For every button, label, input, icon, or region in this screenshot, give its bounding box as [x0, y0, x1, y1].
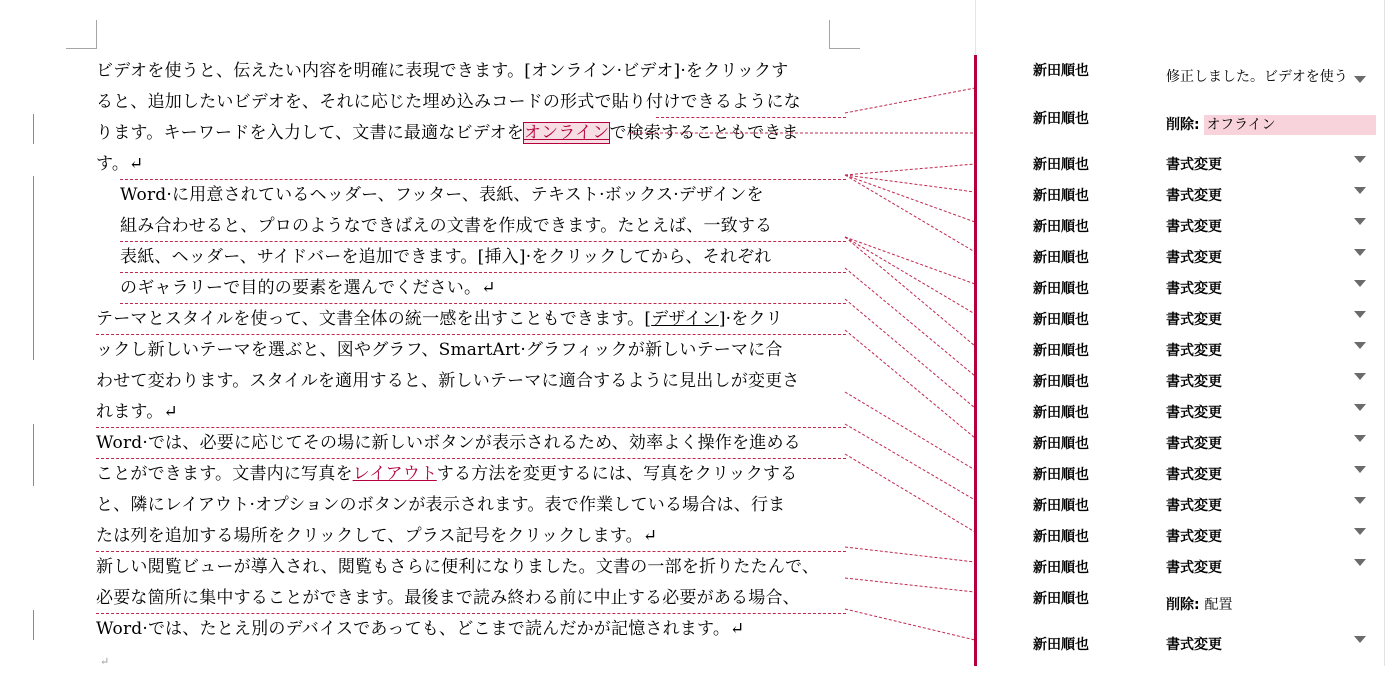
- text-line: テーマとスタイルを使って、文書全体の統一感を出すこともできます。[デザイン]·をクリ: [96, 304, 836, 335]
- text-line: ります。キーワードを入力して、文書に最適なビデオをオンラインで検索することもできま: [96, 123, 799, 143]
- text-line: す。↵: [96, 149, 836, 180]
- text-line: と、隣にレイアウト·オプションのボタンが表示されます。表で作業している場合は、行ま: [96, 495, 786, 515]
- balloon-item[interactable]: [976, 522, 1398, 553]
- text-line: Word·では、必要に応じてその場に新しいボタンが表示されるため、効率よく操作を進める: [96, 428, 836, 459]
- balloon-item[interactable]: [976, 305, 1398, 336]
- text-line: 表紙、ヘッダー、サイドバーを追加できます。[挿入]·をクリックしてから、それぞれ: [96, 242, 836, 273]
- chevron-down-icon[interactable]: [1354, 528, 1366, 535]
- balloon-item[interactable]: [976, 336, 1398, 367]
- chevron-down-icon[interactable]: [1354, 218, 1366, 225]
- balloon-item[interactable]: [976, 491, 1398, 522]
- balloon-format-label: 書式変更: [1166, 436, 1222, 452]
- balloon-item[interactable]: [976, 56, 1398, 87]
- text-line: わせて変わります。スタイルを適用すると、新しいテーマに適合するように見出しが変更さ: [96, 371, 800, 391]
- balloon-author: 新田順也: [1033, 219, 1089, 235]
- delete-label: 削除:: [1166, 597, 1200, 613]
- balloon-author: 新田順也: [1033, 529, 1089, 545]
- chevron-down-icon[interactable]: [1354, 435, 1366, 442]
- balloon-author: 新田順也: [1033, 312, 1089, 328]
- balloon-item[interactable]: [976, 274, 1398, 305]
- balloon-item[interactable]: [976, 367, 1398, 398]
- chevron-down-icon[interactable]: [1354, 187, 1366, 194]
- text-line: 必要な箇所に集中することができます。最後まで読み終わる前に中止する必要がある場合、: [96, 583, 836, 614]
- balloon-author: 新田順也: [1033, 560, 1089, 576]
- text-line: のギャラリーで目的の要素を選んでください。↵: [96, 273, 836, 304]
- balloon-author: 新田順也: [1033, 374, 1089, 390]
- text-line: たは列を追加する場所をクリックして、プラス記号をクリックします。↵: [96, 521, 836, 552]
- markup-pane-accent-bar: [974, 55, 977, 666]
- balloon-author: 新田順也: [1033, 343, 1089, 359]
- balloon-author: 新田順也: [1033, 188, 1089, 204]
- balloon-format-label: 書式変更: [1166, 157, 1222, 173]
- balloon-format-label: 書式変更: [1166, 529, 1222, 545]
- delete-label: 削除:: [1166, 117, 1200, 133]
- balloon-comment-text: 修正しました。ビデオを使う: [1166, 69, 1348, 85]
- balloon-delete-text: [1166, 594, 1232, 614]
- balloon-format-label: 書式変更: [1166, 188, 1222, 204]
- inserted-text[interactable]: オンライン: [523, 123, 610, 143]
- balloon-author: 新田順也: [1033, 281, 1089, 297]
- balloon-format-label: 書式変更: [1166, 467, 1222, 483]
- balloon-author: 新田順也: [1033, 63, 1089, 79]
- text-line: ↵: [100, 655, 110, 668]
- underlined-text: デザイン: [651, 309, 719, 329]
- balloon-item[interactable]: [976, 150, 1398, 181]
- balloon-author: 新田順也: [1033, 250, 1089, 266]
- text-line: ると、追加したいビデオを、それに応じた埋め込みコードの形式で貼り付けできるようにな: [96, 87, 836, 118]
- chevron-down-icon[interactable]: [1354, 342, 1366, 349]
- balloon-item[interactable]: [976, 584, 1398, 615]
- text-line: 新しい閲覧ビューが導入され、閲覧もさらに便利になりました。文書の一部を折りたたんで、: [96, 557, 820, 577]
- balloon-format-label: 書式変更: [1166, 250, 1222, 266]
- balloon-format-label: 書式変更: [1166, 405, 1222, 421]
- text-line: ビデオを使うと、伝えたい内容を明確に表現できます。[オンライン·ビデオ]·をクリックす: [96, 61, 789, 81]
- chevron-down-icon[interactable]: [1354, 76, 1366, 83]
- chevron-down-icon[interactable]: [1354, 280, 1366, 287]
- balloon-item[interactable]: [976, 630, 1398, 661]
- inserted-text[interactable]: レイアウト: [352, 464, 437, 484]
- balloon-author: 新田順也: [1033, 498, 1089, 514]
- balloon-item[interactable]: [976, 243, 1398, 274]
- balloon-format-label: 書式変更: [1166, 312, 1222, 328]
- balloon-item[interactable]: [976, 104, 1398, 135]
- chevron-down-icon[interactable]: [1354, 497, 1366, 504]
- balloon-format-label: 書式変更: [1166, 219, 1222, 235]
- chevron-down-icon[interactable]: [1354, 404, 1366, 411]
- balloon-item[interactable]: [976, 553, 1398, 584]
- balloon-format-label: 書式変更: [1166, 374, 1222, 390]
- text-line: Word·では、たとえ別のデバイスであっても、どこまで読んだかが記憶されます。↵: [96, 619, 745, 639]
- balloon-item[interactable]: [976, 212, 1398, 243]
- balloon-author: 新田順也: [1033, 405, 1089, 421]
- balloon-author: 新田順也: [1033, 591, 1089, 607]
- balloon-author: 新田順也: [1033, 111, 1089, 127]
- chevron-down-icon[interactable]: [1354, 559, 1366, 566]
- chevron-down-icon[interactable]: [1354, 249, 1366, 256]
- text-line: Word·に用意されているヘッダー、フッター、表紙、テキスト·ボックス·デザインを: [120, 185, 764, 205]
- balloon-format-label: 書式変更: [1166, 343, 1222, 359]
- balloon-author: 新田順也: [1033, 157, 1089, 173]
- balloon-item[interactable]: [976, 429, 1398, 460]
- balloon-format-label: 書式変更: [1166, 281, 1222, 297]
- balloon-item[interactable]: [976, 460, 1398, 491]
- chevron-down-icon[interactable]: [1354, 466, 1366, 473]
- balloon-item[interactable]: [976, 398, 1398, 429]
- chevron-down-icon[interactable]: [1354, 373, 1366, 380]
- deleted-text: オフライン: [1204, 115, 1375, 135]
- balloon-author: 新田順也: [1033, 637, 1089, 653]
- balloon-author: 新田順也: [1033, 467, 1089, 483]
- balloon-author: 新田順也: [1033, 436, 1089, 452]
- vertical-scrollbar[interactable]: [1384, 0, 1385, 666]
- chevron-down-icon[interactable]: [1354, 311, 1366, 318]
- markup-balloon-pane[interactable]: [975, 0, 1398, 666]
- balloon-format-label: 書式変更: [1166, 637, 1222, 653]
- chevron-down-icon[interactable]: [1354, 636, 1366, 643]
- text-line: れます。↵: [96, 397, 836, 428]
- balloon-delete-text: [1166, 114, 1376, 134]
- balloon-format-label: 書式変更: [1166, 560, 1222, 576]
- text-line: 組み合わせると、プロのようなできばえの文書を作成できます。たとえば、一致する: [96, 211, 836, 242]
- balloon-item[interactable]: [976, 181, 1398, 212]
- balloon-format-label: 書式変更: [1166, 498, 1222, 514]
- text-line: ックし新しいテーマを選ぶと、図やグラフ、SmartArt·グラフィックが新しいテーマに合: [96, 340, 783, 360]
- chevron-down-icon[interactable]: [1354, 156, 1366, 163]
- text-line: ことができます。文書内に写真をレイアウトする方法を変更するには、写真をクリックする: [96, 464, 798, 484]
- deleted-text: 配置: [1204, 597, 1233, 613]
